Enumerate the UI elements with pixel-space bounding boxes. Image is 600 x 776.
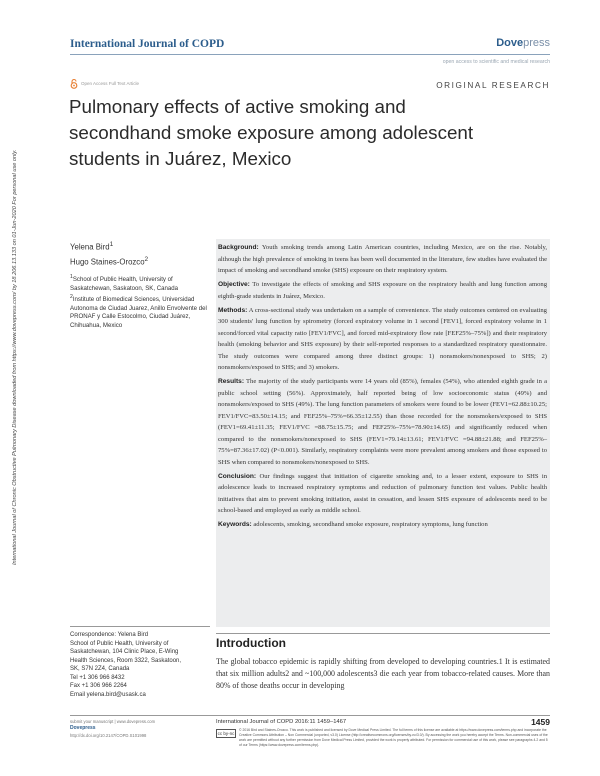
header-divider [70,54,550,55]
footer-divider [70,715,550,716]
author-list [70,239,148,269]
abstract-background: Background: Youth smoking trends among Latin American countries, including Mexico, are on the rise. Notably, although the high prevalence of smoking in teens has been well documented in the literature, few studies have evaluated the impact of smoking and secondhand smoke (SHS) exposure on their respiratory system. [218,244,547,274]
journal-citation: International Journal of COPD 2016:11 1459–1467 [216,719,347,725]
abstract-results: Results: The majority of the study participants were 14 years old (85%), females (54%), who attended eighth grade in a public school setting (56%). Approximately, half reported being of low socioeconomic status (49%) and nonsmokers/exposed to SHS (49%). The lung function parameters of smokers were found to be lower (FEV1=62.88±10.25; FEV1/FVC=83.50±14.15; and FEF25%–75%=66.35±12.55) than those recorded for the nonsmokers/exposed to SHS (FEV1=69.41±11.35; FEV1/FVC =88.75±15.75; and FEF25%–75%=78.90±14.65) and significantly reduced when compared to the nonsmokers/nonexposed to SHS (FEV1=79.14±13.61; FEV1/FVC =94.88±21.88; and FEF25%–75%=87.36±17.02) (P<0.001). Similarly, respiratory complaints were more prevalent among smokers and those exposed to SHS when compared to nonsmokers/nonexposed to SHS. [218,378,547,466]
correspondence-divider [70,626,210,627]
journal-name: International Journal of COPD [70,38,225,50]
creative-commons-badge[interactable]: cc by-nc [217,731,235,736]
introduction-heading: Introduction [216,636,286,650]
abstract-box [216,239,550,627]
license-text: © 2016 Bird and Staines-Orozco. This work is published and licensed by Dove Medical Press Limited. The full terms of this license are available at https://www.dovepress.com/terms.php and incorporate the Creative Commons Attribution – Non Commercial (unported, v3.0) License (http://creativecommons.org/licenses/by-nc/3.0/). By accessing the work you hereby accept the Terms. Non-commercial uses of the work are permitted without any further permission from Dove Medical Press Limited, provided the work is properly attributed. For permission for commercial use of this work, please see paragraphs 4.2 and 5 of our Terms (https://www.dovepress.com/terms.php). [239,728,548,748]
affiliation: $^2$Institute of Biomedical Sciences, Universidad Autonoma de Ciudad Juarez, Anillo Envolvente del PRONAF y Calle Estocolmo, Ciudad Juárez, Chihuahua, Mexico [70,294,207,330]
introduction-text: The global tobacco epidemic is rapidly shifting from developed to developing countries.1 It is estimated that six million adults2 and ~100,000 adolescents3 die each year from tobacco-related causes. More than 80% of those deaths occur in developing [216,657,550,691]
publisher-name-bold: Dove [496,37,524,49]
article-title: Pulmonary effects of active smoking and secondhand smoke exposure among adolescent students in Juárez, Mexico [69,96,474,169]
abstract-objective: Objective: To investigate the effects of smoking and SHS exposure on the respiratory health and lung function among eighth-grade students in Juárez, Mexico. [218,281,548,300]
affiliations [70,273,210,331]
footer-links [70,718,155,740]
submit-manuscript-link[interactable]: submit your manuscript | www.dovepress.com [70,719,156,724]
page-number: 1459 [531,717,550,727]
author: Hugo Staines-Orozco$^2$ [70,256,149,267]
article-type: ORIGINAL RESEARCH [436,81,550,90]
publisher-tagline: open access to scientific and medical research [442,59,550,65]
abstract-methods: Methods: A cross-sectional study was undertaken on a sample of convenience. The study outcomes centered on evaluating 300 students' lung function by spirometry (forced expiratory volume in 1 second [FEV1], forced expiratory volume in 1 second/forced vital capacity ratio [FEV1/FVC], and forced mid-expiratory flow rate [FEF25%–75%]) and their respiratory health (smoking behavior and SHS exposure) by their self-reported responses to a standardized respiratory questionnaire. The study outcomes were compared among three distinct groups: 1) nonsmokers/nonexposed to SHS; 2) nonsmokers/exposed to SHS; and 3) smokers. [218,306,547,372]
abstract-keywords: Keywords: adolescents, smoking, secondhand smoke exposure, respiratory symptoms, lung function [218,521,488,529]
download-note: International Journal of Chronic Obstructive Pulmonary Disease downloaded from https://www.dovepress.com/ by 18.206.13.133 on 01-Jun-2020 For personal use only. [12,149,18,565]
doi-link[interactable]: http://dx.doi.org/10.2147/COPD.S101998 [70,733,147,739]
affiliation: $^1$School of Public Health, University of Saskatchewan, Saskatoon, SK, Canada [70,274,179,292]
abstract-conclusion: Conclusion: Our findings suggest that initiation of cigarette smoking and, to a lesser extent, exposure to SHS in adolescence leads to increased respiratory symptoms and reduction of pulmonary function test values. Public health initiatives that aim to prevent smoking initiation, assist in cessation, and lessen SHS exposure of adolescents need to be school-based and employed as early as middle school. [218,472,547,515]
publisher-name-light: press [523,37,550,49]
open-access-label: Open Access Full Text Article [81,81,139,86]
introduction-divider [216,633,550,634]
author: Yelena Bird$^1$ [70,241,114,252]
footer-publisher: Dovepress [70,725,96,732]
publisher-logo[interactable] [496,37,550,49]
correspondence-block: Correspondence: Yelena Bird School of Public Health, University of Saskatchewan, 104 Clinic Place, E-Wing Health Sciences, Room 3322, Saskatoon, SK, S7N 2Z4, Canada Tel +1 306 966 8432 Fax +1 306 966 2264 Email yelena.bird@usask.ca [70,631,210,699]
open-access-icon [70,79,78,89]
correspondence-email[interactable]: Email yelena.bird@usask.ca [70,691,146,698]
